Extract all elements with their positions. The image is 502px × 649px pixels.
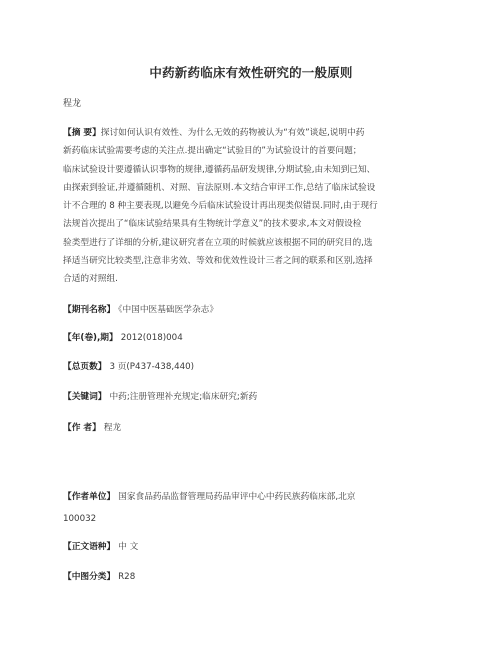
abstract-line: 合适的对照组.	[63, 274, 118, 285]
abstract-line: 择适当研究比较类型,注意非劣效、等效和优效性设计三者之间的联系和区别,选择	[63, 256, 373, 267]
field-keywords	[63, 390, 257, 402]
abstract-line: 由探索到验证,并遵循随机、对照、盲法原则.本文结合审评工作,总结了临床试验设	[63, 182, 376, 193]
field-label: 【作者单位】	[63, 492, 116, 502]
abstract-line: 计不合理的 8 种主要表现,以避免今后临床试验设计再出现类似错误.同时,由于现行	[63, 201, 378, 212]
field-label: 【年(卷),期】	[63, 333, 118, 343]
author-name: 程龙	[63, 99, 82, 109]
field-year-volume-issue	[63, 331, 183, 343]
abstract-line: 临床试验设计要遵循认识事物的规律,遵循药品研发规律,分期试验,由未知到已知、	[63, 164, 376, 175]
abstract-line: 【摘 要】探讨如何认识有效性、为什么无效的药物被认为“有效”谈起,说明中药	[63, 128, 365, 138]
abstract-line: 新药临床试验需要考虑的关注点.提出确定“试验目的”为试验设计的首要问题；	[63, 146, 362, 157]
abstract-line: 验类型进行了详细的分析,建议研究者在立项的时候就应该根据不同的研究目的,选	[63, 237, 373, 248]
field-author	[63, 421, 121, 433]
field-label: 【正文语种】	[63, 542, 116, 552]
field-value: 3 页(P437-438,440)	[109, 362, 195, 372]
field-value: 国家食品药品监督管理局药品审评中心中药民族药临床部,北京	[118, 492, 356, 502]
field-journal-name	[63, 303, 218, 315]
field-value: 中 文	[118, 542, 139, 552]
field-classification	[63, 570, 135, 582]
field-value: 《中国中医基础医学杂志》	[118, 305, 219, 315]
field-total-pages	[63, 360, 194, 372]
author-unit-postcode: 100032	[63, 514, 97, 524]
field-label: 【期刊名称】	[63, 305, 116, 315]
field-label: 【作 者】	[63, 423, 101, 433]
field-label: 【总页数】	[63, 362, 107, 372]
field-value: 2012(018)004	[120, 333, 183, 343]
abstract-label: 【摘 要】	[63, 128, 101, 138]
field-label: 【关键词】	[63, 392, 107, 402]
field-value: 程龙	[103, 423, 122, 433]
document-title: 中药新药临床有效性研究的一般原则	[149, 65, 353, 80]
field-value: 中药;注册管理补充规定;临床研究;新药	[109, 392, 258, 402]
field-author-unit	[63, 490, 355, 502]
field-value: R28	[118, 572, 136, 582]
field-label: 【中图分类】	[63, 572, 116, 582]
abstract-line: 法规首次提出了“临床试验结果具有生物统计学意义”的技术要求,本文对假设检	[63, 219, 362, 230]
field-language	[63, 540, 138, 552]
abstract-block	[63, 124, 441, 289]
